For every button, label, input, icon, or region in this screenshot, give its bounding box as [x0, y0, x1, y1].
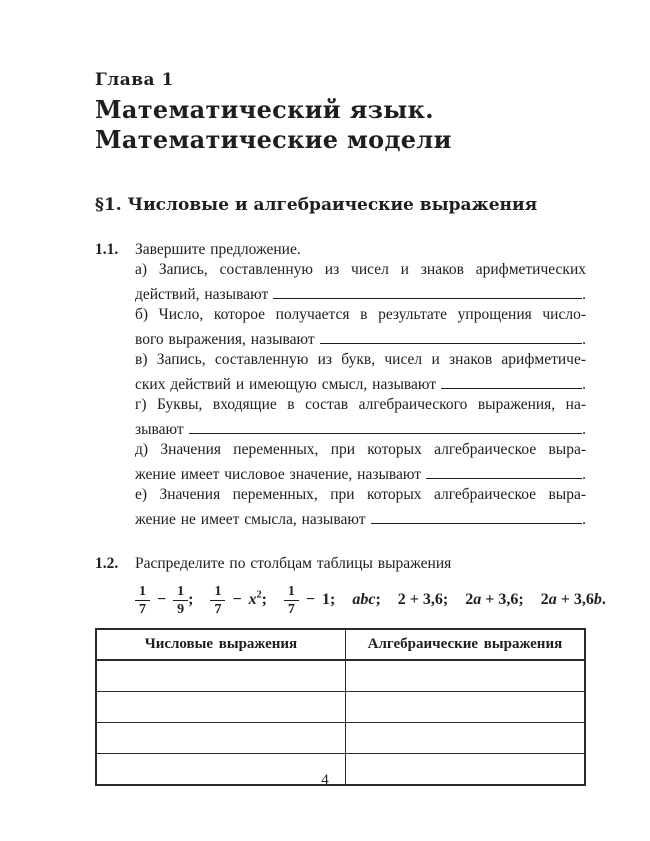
answer-blank[interactable] [371, 523, 583, 524]
separator: ; [261, 591, 267, 608]
fraction: $\frac{1}{7}$ [135, 584, 150, 617]
sorting-table [95, 628, 586, 786]
table-header-row [96, 629, 585, 660]
statement-line: г) Буквы, входящие в состав алгебраического выражения, на- [135, 396, 586, 413]
exercise-number: 1.1. [95, 241, 119, 258]
page-number: 4 [321, 772, 329, 788]
fill-blank-line [135, 330, 586, 350]
fraction: $\frac{1}{7}$ [210, 584, 225, 617]
fraction: $\frac{1}{9}$ [173, 584, 188, 617]
fill-blank-line [135, 465, 586, 485]
end-punctuation: . [582, 511, 586, 528]
end-punctuation: . [582, 376, 586, 393]
statement-text: действий, называют [135, 286, 269, 303]
column-header-algebraic: Алгебраические выражения [345, 629, 585, 660]
exercise-intro: Завершите предложение. [135, 241, 301, 258]
statement-line: д) Значения переменных, при которых алгебраическое выра- [135, 441, 586, 458]
end-punctuation: . [582, 421, 586, 438]
table-cell-empty[interactable] [96, 723, 345, 754]
minus-sign: − [232, 591, 242, 608]
statement-text: ских действий и имеющую смысл, называют [135, 376, 437, 393]
answer-blank[interactable] [273, 298, 582, 299]
chapter-title-line1: Математический язык. [95, 95, 434, 124]
minus-sign: − [157, 591, 167, 608]
fill-blank-line [135, 420, 586, 440]
answer-blank[interactable] [189, 433, 582, 434]
minus-sign: − [305, 591, 316, 608]
answer-blank[interactable] [426, 478, 582, 479]
numeric-expression: 2 + 3,6; [397, 591, 449, 608]
end-punctuation: . [582, 286, 586, 303]
fill-blank-line [135, 510, 586, 530]
exercise-prompt: Распределите по столбцам таблицы выражения [135, 555, 452, 572]
separator: ; [375, 591, 381, 608]
fill-blank-line [135, 375, 586, 395]
exercise-1-2 [95, 554, 606, 786]
algebraic-expression: 2a + 3,6; [465, 591, 524, 608]
separator: ; [330, 591, 336, 608]
answer-blank[interactable] [320, 343, 582, 344]
table-cell-empty[interactable] [96, 660, 345, 692]
separator: ; [188, 591, 194, 608]
chapter-title-line2: Математические модели [95, 125, 452, 154]
table-cell-empty[interactable] [345, 723, 585, 754]
table-cell-empty[interactable] [345, 692, 585, 723]
statement-text: вого выражения, называют [135, 331, 315, 348]
statement-text: зывают [135, 421, 184, 438]
table-cell-empty[interactable] [96, 692, 345, 723]
number-term: 1 [322, 591, 331, 608]
section-title: §1. Числовые и алгебраические выражения [95, 195, 538, 215]
variable-term: $x^2$ [248, 589, 262, 608]
expression-list [135, 580, 606, 620]
fill-blank-line [135, 285, 586, 305]
exercise-number: 1.2. [95, 555, 119, 572]
exponent: 2 [256, 589, 262, 601]
column-header-numeric: Числовые выражения [96, 629, 345, 660]
table-row [96, 660, 585, 692]
variable-product: abc [352, 591, 376, 608]
algebraic-expression: 2a + 3,6b. [540, 591, 606, 608]
table-row [96, 692, 585, 723]
table-row [96, 723, 585, 754]
chapter-label: Глава 1 [95, 70, 174, 90]
chapter-title [95, 95, 586, 155]
end-punctuation: . [582, 331, 586, 348]
statement-text: жение имеет числовое значение, называют [135, 466, 422, 483]
end-punctuation: . [582, 466, 586, 483]
statement-line: б) Число, которое получается в результате упрощения число- [135, 306, 586, 323]
answer-blank[interactable] [441, 388, 582, 389]
statement-text: жение не имеет смысла, называют [135, 511, 366, 528]
fraction: $\frac{1}{7}$ [284, 584, 299, 617]
table-cell-empty[interactable] [345, 660, 585, 692]
statement-line: е) Значения переменных, при которых алгебраическое выра- [135, 486, 586, 503]
exercise-1-1 [95, 240, 586, 530]
statement-line: а) Запись, составленную из чисел и знаков арифметических [135, 261, 586, 278]
statement-line: в) Запись, составленную из букв, чисел и знаков арифметиче- [135, 351, 586, 368]
